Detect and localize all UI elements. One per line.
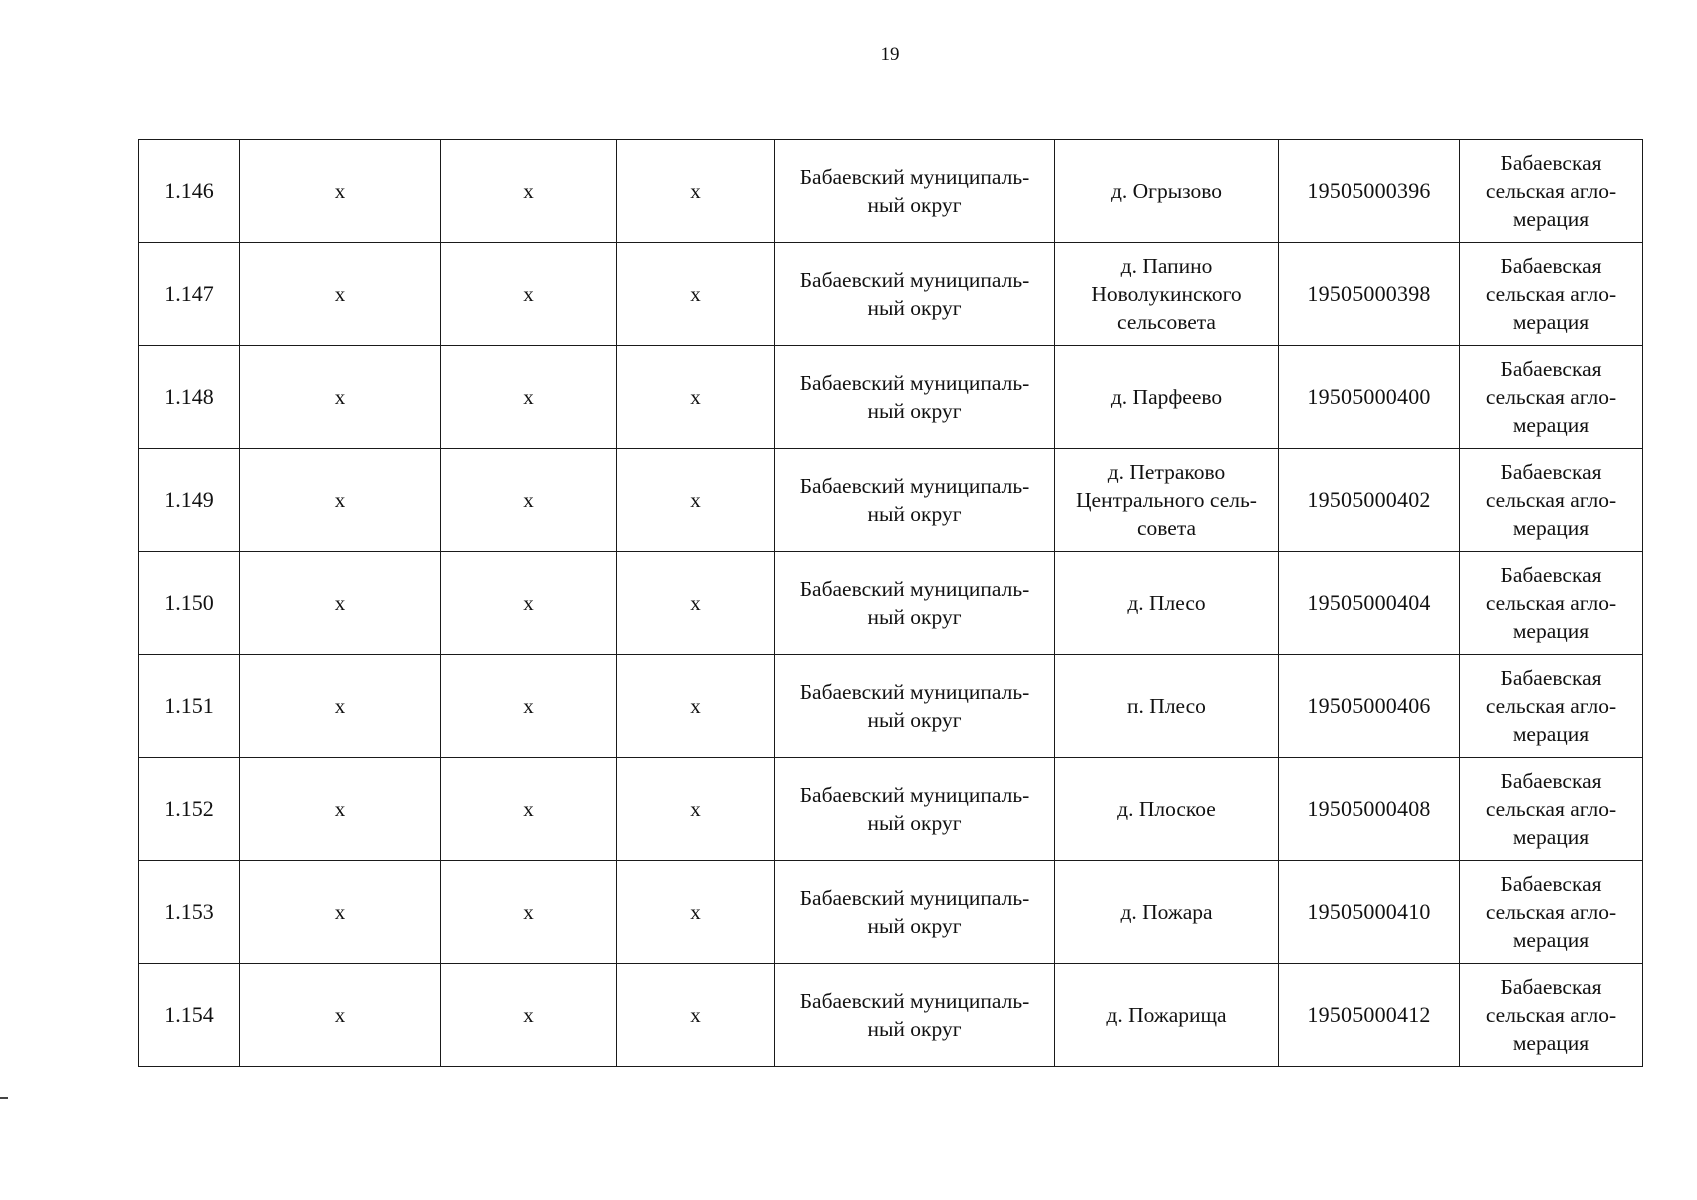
agglomeration-cell: Бабаевская сельская агло- мерация bbox=[1460, 140, 1643, 243]
page-number: 19 bbox=[880, 44, 900, 65]
oktmo-code-cell: 19505000400 bbox=[1279, 346, 1460, 449]
agglomeration-cell: Бабаевская сельская агло- мерация bbox=[1460, 449, 1643, 552]
row-number-cell: 1.150 bbox=[139, 552, 240, 655]
table-row bbox=[139, 449, 1643, 552]
row-number-cell: 1.153 bbox=[139, 861, 240, 964]
row-number-cell: 1.154 bbox=[139, 964, 240, 1067]
district-cell: Бабаевский муниципаль- ный округ bbox=[775, 243, 1055, 346]
settlement-cell: п. Плесо bbox=[1055, 655, 1279, 758]
x-mark-cell: x bbox=[617, 449, 775, 552]
oktmo-code-cell: 19505000398 bbox=[1279, 243, 1460, 346]
table-body bbox=[139, 140, 1643, 1067]
district-cell: Бабаевский муниципаль- ный округ bbox=[775, 758, 1055, 861]
oktmo-code-cell: 19505000412 bbox=[1279, 964, 1460, 1067]
agglomeration-cell: Бабаевская сельская агло- мерация bbox=[1460, 964, 1643, 1067]
settlement-cell: д. Пожара bbox=[1055, 861, 1279, 964]
x-mark-cell: x bbox=[240, 655, 441, 758]
x-mark-cell: x bbox=[441, 449, 617, 552]
x-mark-cell: x bbox=[441, 346, 617, 449]
table-row bbox=[139, 758, 1643, 861]
x-mark-cell: x bbox=[441, 758, 617, 861]
oktmo-code-cell: 19505000404 bbox=[1279, 552, 1460, 655]
x-mark-cell: x bbox=[617, 243, 775, 346]
settlement-cell: д. Петраково Центрального сель- совета bbox=[1055, 449, 1279, 552]
district-cell: Бабаевский муниципаль- ный округ bbox=[775, 552, 1055, 655]
x-mark-cell: x bbox=[617, 655, 775, 758]
district-cell: Бабаевский муниципаль- ный округ bbox=[775, 861, 1055, 964]
x-mark-cell: x bbox=[441, 243, 617, 346]
x-mark-cell: x bbox=[240, 758, 441, 861]
settlement-cell: д. Плесо bbox=[1055, 552, 1279, 655]
x-mark-cell: x bbox=[441, 140, 617, 243]
settlement-cell: д. Огрызово bbox=[1055, 140, 1279, 243]
district-cell: Бабаевский муниципаль- ный округ bbox=[775, 140, 1055, 243]
agglomeration-cell: Бабаевская сельская агло- мерация bbox=[1460, 861, 1643, 964]
settlements-table bbox=[138, 139, 1643, 1067]
x-mark-cell: x bbox=[240, 861, 441, 964]
x-mark-cell: x bbox=[441, 552, 617, 655]
oktmo-code-cell: 19505000410 bbox=[1279, 861, 1460, 964]
x-mark-cell: x bbox=[240, 449, 441, 552]
agglomeration-cell: Бабаевская сельская агло- мерация bbox=[1460, 552, 1643, 655]
row-number-cell: 1.152 bbox=[139, 758, 240, 861]
row-number-cell: 1.149 bbox=[139, 449, 240, 552]
x-mark-cell: x bbox=[617, 964, 775, 1067]
table-row bbox=[139, 140, 1643, 243]
settlement-cell: д. Плоское bbox=[1055, 758, 1279, 861]
agglomeration-cell: Бабаевская сельская агло- мерация bbox=[1460, 346, 1643, 449]
x-mark-cell: x bbox=[240, 346, 441, 449]
row-number-cell: 1.147 bbox=[139, 243, 240, 346]
x-mark-cell: x bbox=[617, 346, 775, 449]
settlement-cell: д. Парфеево bbox=[1055, 346, 1279, 449]
scan-edge-mark bbox=[0, 1097, 8, 1099]
district-cell: Бабаевский муниципаль- ный округ bbox=[775, 655, 1055, 758]
agglomeration-cell: Бабаевская сельская агло- мерация bbox=[1460, 655, 1643, 758]
table-row bbox=[139, 346, 1643, 449]
agglomeration-cell: Бабаевская сельская агло- мерация bbox=[1460, 243, 1643, 346]
x-mark-cell: x bbox=[441, 655, 617, 758]
agglomeration-cell: Бабаевская сельская агло- мерация bbox=[1460, 758, 1643, 861]
row-number-cell: 1.148 bbox=[139, 346, 240, 449]
oktmo-code-cell: 19505000408 bbox=[1279, 758, 1460, 861]
x-mark-cell: x bbox=[240, 552, 441, 655]
x-mark-cell: x bbox=[617, 552, 775, 655]
x-mark-cell: x bbox=[240, 964, 441, 1067]
oktmo-code-cell: 19505000406 bbox=[1279, 655, 1460, 758]
table-row bbox=[139, 655, 1643, 758]
x-mark-cell: x bbox=[617, 861, 775, 964]
settlement-cell: д. Пожарища bbox=[1055, 964, 1279, 1067]
x-mark-cell: x bbox=[240, 140, 441, 243]
x-mark-cell: x bbox=[240, 243, 441, 346]
x-mark-cell: x bbox=[441, 964, 617, 1067]
settlement-cell: д. Папино Новолукинского сельсовета bbox=[1055, 243, 1279, 346]
district-cell: Бабаевский муниципаль- ный округ bbox=[775, 346, 1055, 449]
oktmo-code-cell: 19505000396 bbox=[1279, 140, 1460, 243]
table-row bbox=[139, 552, 1643, 655]
district-cell: Бабаевский муниципаль- ный округ bbox=[775, 449, 1055, 552]
oktmo-code-cell: 19505000402 bbox=[1279, 449, 1460, 552]
row-number-cell: 1.151 bbox=[139, 655, 240, 758]
district-cell: Бабаевский муниципаль- ный округ bbox=[775, 964, 1055, 1067]
x-mark-cell: x bbox=[441, 861, 617, 964]
table-row bbox=[139, 964, 1643, 1067]
table-row bbox=[139, 243, 1643, 346]
table-row bbox=[139, 861, 1643, 964]
row-number-cell: 1.146 bbox=[139, 140, 240, 243]
x-mark-cell: x bbox=[617, 758, 775, 861]
x-mark-cell: x bbox=[617, 140, 775, 243]
